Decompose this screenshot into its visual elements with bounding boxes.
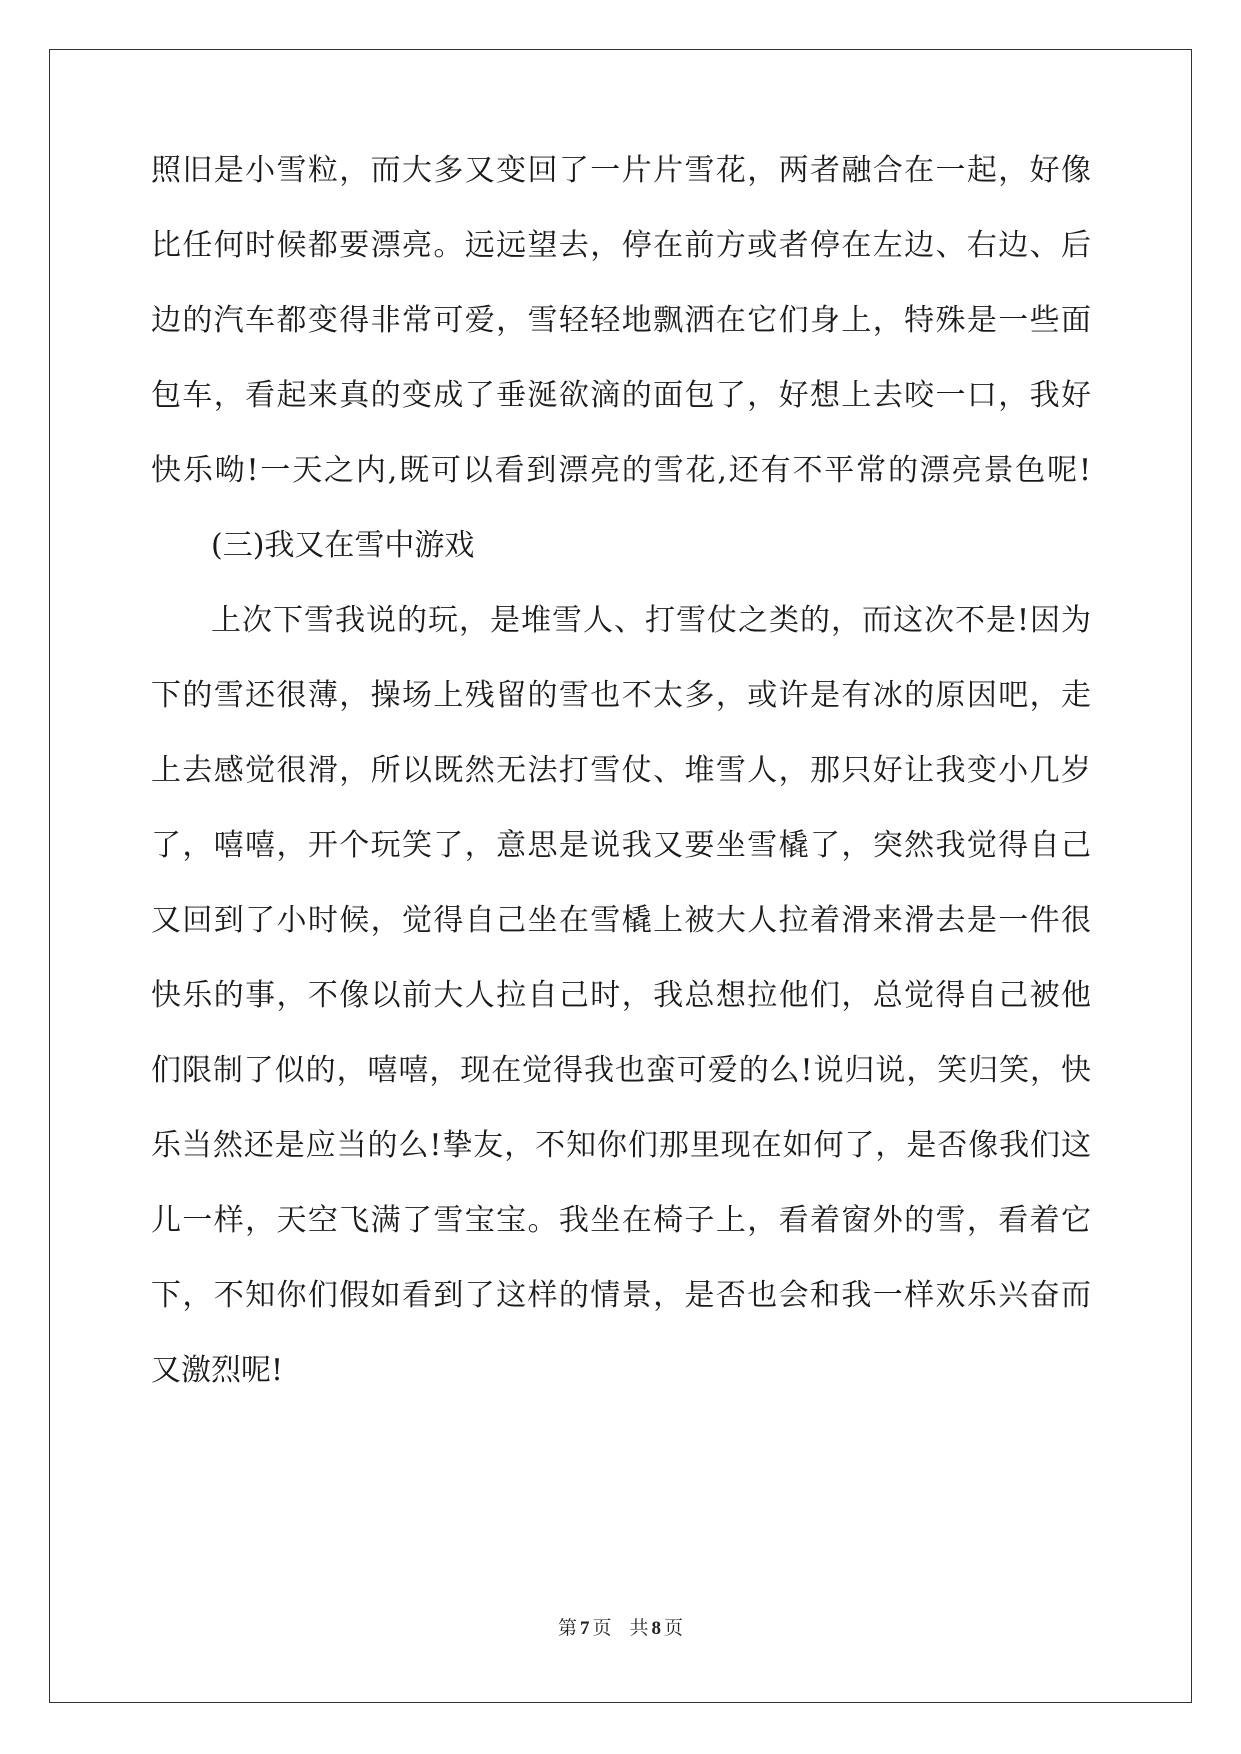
text-line-2: 比任何时候都要漂亮。远远望去，停在前方或者停在左边、右边、后 xyxy=(151,228,1091,263)
footer-page-prefix: 第 xyxy=(557,1617,577,1639)
text-line-10: 了，嘻嘻，开个玩笑了，意思是说我又要坐雪橇了，突然我觉得自己 xyxy=(151,828,1091,863)
text-line-3: 边的汽车都变得非常可爱，雪轻轻地飘洒在它们身上，特殊是一些面 xyxy=(151,303,1091,338)
page-footer xyxy=(0,1616,1241,1641)
text-line-9: 上去感觉很滑，所以既然无法打雪仗、堆雪人，那只好让我变小几岁 xyxy=(151,753,1091,788)
text-line-12: 快乐的事，不像以前大人拉自己时，我总想拉他们，总觉得自己被他 xyxy=(151,978,1091,1013)
text-line-11: 又回到了小时候，觉得自己坐在雪橇上被大人拉着滑来滑去是一件很 xyxy=(151,903,1091,938)
footer-total-prefix: 共 xyxy=(629,1617,649,1639)
text-line-7: 上次下雪我说的玩，是堆雪人、打雪仗之类的，而这次不是!因为 xyxy=(211,603,1091,638)
text-line-4: 包车，看起来真的变成了垂涎欲滴的面包了，好想上去咬一口，我好 xyxy=(151,378,1091,413)
text-line-14: 乐当然还是应当的么!挚友，不知你们那里现在如何了，是否像我们这 xyxy=(151,1128,1091,1163)
text-line-8: 下的雪还很薄，操场上残留的雪也不太多，或许是有冰的原因吧，走 xyxy=(151,678,1091,713)
text-line-5: 快乐呦!一天之内,既可以看到漂亮的雪花,还有不平常的漂亮景色呢! xyxy=(151,453,1091,488)
footer-page-current: 7 xyxy=(579,1618,590,1639)
footer-total-unit: 页 xyxy=(664,1617,684,1639)
text-line-16: 下，不知你们假如看到了这样的情景，是否也会和我一样欢乐兴奋而 xyxy=(151,1278,1091,1313)
footer-page-unit: 页 xyxy=(592,1617,612,1639)
footer-page-total: 8 xyxy=(651,1618,662,1639)
section-heading: (三)我又在雪中游戏 xyxy=(211,528,475,563)
text-line-15: 儿一样，天空飞满了雪宝宝。我坐在椅子上，看着窗外的雪，看着它 xyxy=(151,1203,1091,1238)
text-line-1: 照旧是小雪粒，而大多又变回了一片片雪花，两者融合在一起，好像 xyxy=(151,153,1091,188)
text-line-13: 们限制了似的，嘻嘻，现在觉得我也蛮可爱的么!说归说，笑归笑，快 xyxy=(151,1053,1091,1088)
text-line-17: 又激烈呢! xyxy=(151,1353,284,1388)
